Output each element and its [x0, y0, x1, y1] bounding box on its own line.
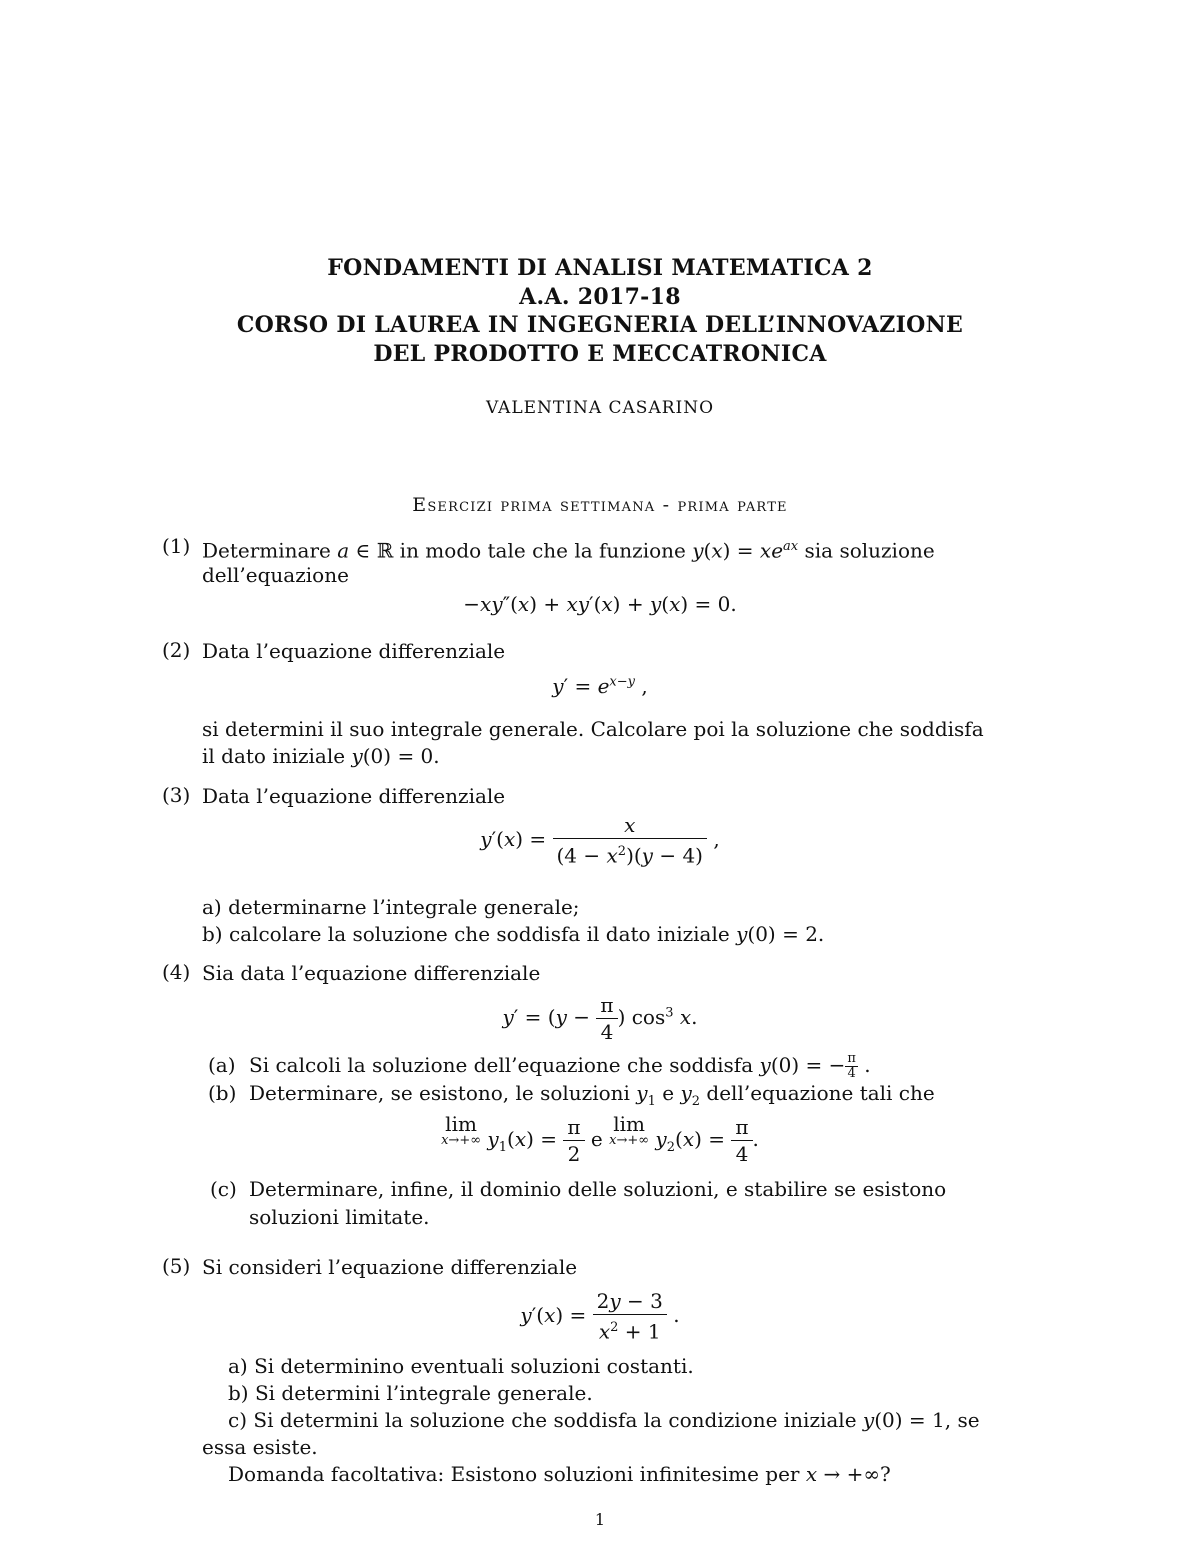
exercise-4-limits: lim x→+∞ $y_1(x)$ = $\frac{\pi}{2}$ e lim x→+∞ $y_2(x)$ = $\frac{\pi}{4}$ .	[441, 1112, 759, 1166]
exercise-4-line-1: Sia data l’equazione differenziale	[202, 961, 541, 985]
exercise-3-part-a: a) determinarne l’integrale generale;	[202, 895, 580, 919]
exercise-4-part-c-label: (c)	[210, 1177, 237, 1201]
author-name: VALENTINA CASARINO	[485, 398, 715, 418]
exercise-1-equation: −xy″(x) + xy′(x) + y(x) = 0.	[463, 592, 737, 616]
exercise-4-equation: y′ = (y − $\frac{\pi}{4}$ ) $\cos^3 x$.	[502, 993, 698, 1044]
exercise-5-equation: y′(x) = $\frac{2y - 3}{x^2 + 1}$ .	[520, 1289, 680, 1344]
exercise-2-equation: $y' = e^{x-y}$ ,	[552, 674, 648, 698]
exercise-4-number: (4)	[162, 960, 191, 984]
exercise-3-equation: y′(x) = $\frac{x}{(4 - x^2)(y - 4)}$ ,	[480, 813, 720, 868]
exercise-2-line-3: il dato iniziale y(0) = 0.	[202, 744, 440, 768]
degree-line-1: CORSO DI LAUREA IN INGEGNERIA DELL’INNOVAZIONE	[236, 312, 964, 338]
course-title: FONDAMENTI DI ANALISI MATEMATICA 2	[327, 255, 873, 281]
degree-line-2: DEL PRODOTTO E MECCATRONICA	[373, 340, 827, 367]
exercise-2-line-2: si determini il suo integrale generale. Calcolare poi la soluzione che soddisfa	[202, 717, 984, 741]
exercise-3-fraction: $\frac{x}{(4 - x^2)(y - 4)}$	[553, 812, 707, 869]
exercise-3-part-b: b) calcolare la soluzione che soddisfa il dato iniziale y(0) = 2.	[202, 922, 825, 946]
exercise-5-part-c-line-2: essa esiste.	[202, 1435, 318, 1459]
exercise-2-line-1: Data l’equazione differenziale	[202, 639, 506, 663]
exercise-5-line-1: Si consideri l’equazione differenziale	[202, 1255, 578, 1279]
exercise-4-part-c-line-1: Determinare, infine, il dominio delle soluzioni, e stabilire se esistono	[249, 1177, 947, 1201]
exercise-5-part-c-line-1: c) Si determini la soluzione che soddisfa la condizione iniziale y(0) = 1, se	[228, 1408, 980, 1432]
exercise-4-part-b-label: (b)	[208, 1081, 237, 1105]
exercise-5-number: (5)	[162, 1254, 191, 1278]
exercise-4-part-a-label: (a)	[208, 1053, 236, 1077]
section-title: Esercizi prima settimana - prima parte	[412, 494, 788, 516]
exercise-2-number: (2)	[162, 638, 191, 662]
exercise-1-line-1: Determinare a ∈ ℝ in modo tale che la funzione $y(x) = xe^{ax}$ sia soluzione	[202, 538, 935, 563]
exercise-4-part-b: Determinare, se esistono, le soluzioni $y_1$ e $y_2$ dell’equazione tali che	[249, 1081, 935, 1109]
document-header	[0, 254, 1200, 368]
academic-year: A.A. 2017-18	[519, 283, 681, 310]
exercise-1-line-2: dell’equazione	[202, 563, 349, 587]
exercise-5-part-a: a) Si determinino eventuali soluzioni costanti.	[228, 1354, 694, 1378]
exercise-4-part-c-line-2: soluzioni limitate.	[249, 1205, 430, 1229]
exercise-1-number: (1)	[162, 534, 191, 558]
exercise-3-line-1: Data l’equazione differenziale	[202, 784, 506, 808]
exercise-4-part-a: Si calcoli la soluzione dell’equazione che soddisfa y(0) = − $\frac{\pi}{4}$ .	[249, 1051, 871, 1081]
exercise-5-optional-question: Domanda facoltativa: Esistono soluzioni infinitesime per x → +∞?	[228, 1462, 891, 1486]
page-number: 1	[594, 1510, 606, 1529]
exercise-3-number: (3)	[162, 783, 191, 807]
exercise-5-part-b: b) Si determini l’integrale generale.	[228, 1381, 593, 1405]
